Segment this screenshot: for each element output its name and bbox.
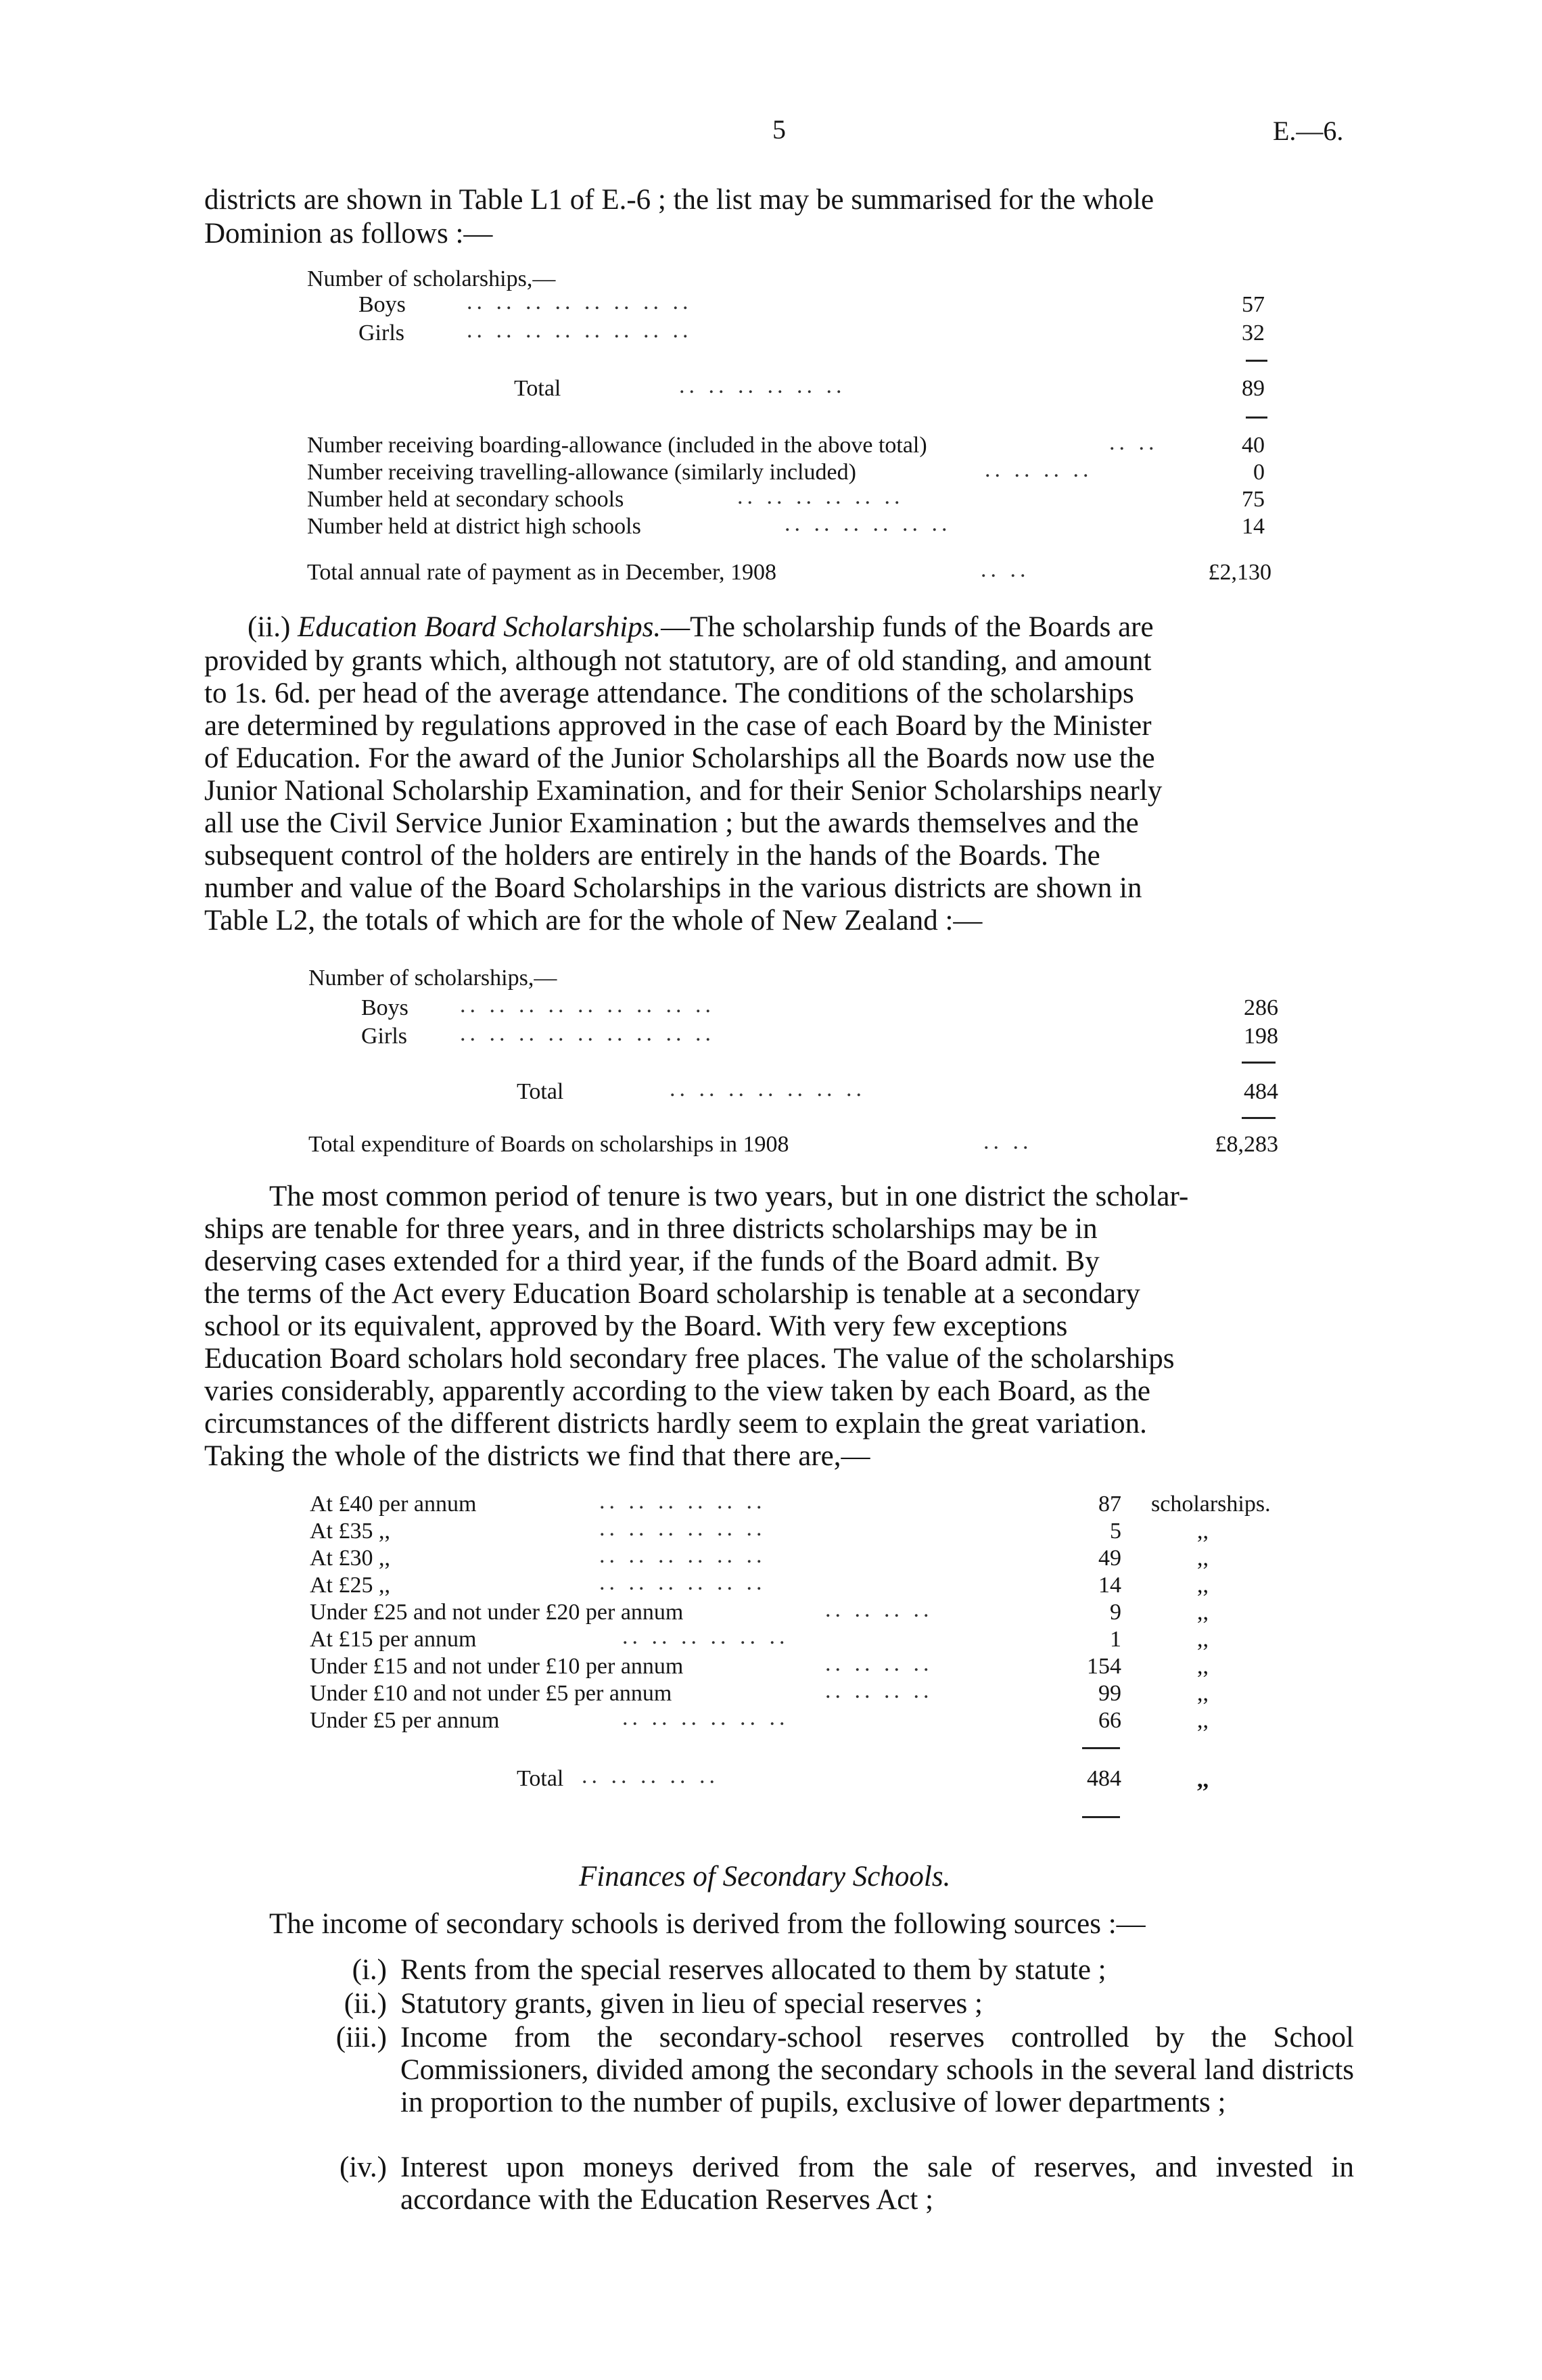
leader-dots: .. .. — [981, 557, 1030, 582]
table1-boys-label: Boys — [358, 292, 406, 317]
table2-expenditure-value: £8,283 — [1215, 1132, 1278, 1157]
table3-row-value: 9 — [1110, 1600, 1121, 1625]
table1-row-value: 40 — [1242, 433, 1265, 458]
paragraph-line: provided by grants which, although not statutory, are of old standing, and amount — [204, 645, 1152, 677]
paragraph-line: ships are tenable for three years, and in three districts scholarships may be in — [204, 1213, 1098, 1245]
table3-row-unit: ,, — [1197, 1627, 1209, 1652]
table3-row-unit: ,, — [1197, 1573, 1209, 1598]
leader-dots: .. .. .. .. .. .. — [737, 484, 904, 509]
table1-girls-label: Girls — [358, 320, 404, 346]
table3-row-value: 5 — [1110, 1519, 1121, 1544]
table3-total-label: Total — [517, 1766, 564, 1791]
list-item-text: Rents from the special reserves allocated to them by statute ; — [400, 1954, 1106, 1986]
table3-row-unit: ,, — [1197, 1681, 1209, 1706]
table3-row-label: At £25 ,, — [310, 1573, 390, 1598]
table3-total-value: 484 — [1087, 1766, 1121, 1791]
paragraph-line: school or its equivalent, approved by the Board. With very few exceptions — [204, 1310, 1068, 1342]
paragraph-line: deserving cases extended for a third year, if the funds of the Board admit. By — [204, 1245, 1100, 1277]
table1-girls-value: 32 — [1242, 320, 1265, 346]
table2-expenditure-label: Total expenditure of Boards on scholarships in 1908 — [308, 1132, 789, 1157]
table1-row-label: Number held at secondary schools — [307, 487, 624, 512]
page-number: 5 — [772, 114, 786, 145]
table3-row-unit: ,, — [1197, 1654, 1209, 1679]
table1-annual-value: £2,130 — [1208, 560, 1271, 585]
leader-dots: .. .. .. .. .. .. — [679, 373, 846, 398]
section-number: (ii.) — [248, 611, 291, 643]
table1-annual-label: Total annual rate of payment as in December, 1908 — [307, 560, 776, 585]
leader-dots: .. .. .. .. — [825, 1678, 933, 1703]
table3-row-label: Under £10 and not under £5 per annum — [310, 1681, 672, 1706]
table1-total-label: Total — [514, 376, 561, 401]
table3-row-unit: ,, — [1197, 1519, 1209, 1544]
paragraph-line: all use the Civil Service Junior Examination ; but the awards themselves and the — [204, 807, 1139, 839]
table3-row-unit: scholarships. — [1151, 1492, 1271, 1517]
table3-row-label: At £35 ,, — [310, 1519, 390, 1544]
leader-dots: .. .. .. .. .. .. .. .. .. — [460, 993, 715, 1018]
paragraph-line: subsequent control of the holders are entirely in the hands of the Boards. The — [204, 840, 1100, 872]
sum-rule — [1242, 1117, 1276, 1119]
list-item-number: (iv.) — [339, 2151, 387, 2183]
table2-boys-label: Boys — [361, 995, 408, 1020]
finances-intro: The income of secondary schools is derived from the following sources :— — [269, 1908, 1146, 1940]
leader-dots: .. .. .. .. .. .. — [622, 1624, 789, 1649]
paragraph-line: number and value of the Board Scholarships in the various districts are shown in — [204, 872, 1142, 904]
table2-caption: Number of scholarships,— — [308, 966, 557, 991]
section-heading: Finances of Secondary Schools. — [579, 1861, 951, 1893]
table3-row-value: 49 — [1098, 1546, 1121, 1571]
intro-line-1: districts are shown in Table L1 of E.-6 ; the list may be summarised for the whole — [204, 184, 1154, 216]
leader-dots: .. .. .. .. .. .. — [785, 511, 952, 536]
paragraph-line: Junior National Scholarship Examination, and for their Senior Scholarships nearly — [204, 775, 1163, 807]
table1-row-label: Number held at district high schools — [307, 514, 641, 539]
paragraph-line: Education Board scholars hold secondary free places. The value of the scholarships — [204, 1343, 1175, 1375]
table1-boys-value: 57 — [1242, 292, 1265, 317]
leader-dots: .. .. .. .. — [825, 1597, 933, 1622]
table1-caption: Number of scholarships,— — [307, 266, 556, 291]
sum-rule — [1082, 1747, 1120, 1749]
paragraph-line: circumstances of the different districts hardly seem to explain the great variation. — [204, 1408, 1147, 1439]
table3-row-label: At £15 per annum — [310, 1627, 477, 1652]
table2-total-label: Total — [517, 1079, 564, 1104]
leader-dots: .. .. .. .. .. .. — [622, 1705, 789, 1730]
document-code: E.—6. — [1273, 116, 1344, 146]
list-item-text: Statutory grants, given in lieu of special reserves ; — [400, 1988, 983, 2020]
table3-row-unit: ,, — [1197, 1600, 1209, 1625]
paragraph-line: the terms of the Act every Education Board scholarship is tenable at a secondary — [204, 1278, 1140, 1310]
table3-row-value: 66 — [1098, 1708, 1121, 1733]
table2-boys-value: 286 — [1244, 995, 1278, 1020]
sum-rule — [1246, 416, 1267, 419]
list-item-text: Interest upon moneys derived from the sale of reserves, and invested in accordance with the Education Reserves Act ; — [400, 2151, 1354, 2216]
paragraph-line: Table L2, the totals of which are for the whole of New Zealand :— — [204, 905, 983, 936]
table3-row-value: 14 — [1098, 1573, 1121, 1598]
paragraph-line: of Education. For the award of the Junior Scholarships all the Boards now use the — [204, 742, 1155, 774]
paragraph-line: The most common period of tenure is two years, but in one district the scholar- — [269, 1181, 1189, 1212]
leader-dots: .. .. .. .. .. .. .. .. — [467, 318, 693, 343]
list-item-number: (ii.) — [344, 1988, 387, 2020]
leader-dots: .. .. .. .. .. — [582, 1763, 719, 1788]
table1-total-value: 89 — [1242, 376, 1265, 401]
table1-row-value: 0 — [1253, 460, 1265, 485]
list-item-number: (iii.) — [335, 2022, 387, 2053]
table2-girls-label: Girls — [361, 1024, 407, 1049]
leader-dots: .. .. .. .. .. .. — [599, 1516, 766, 1541]
leader-dots: .. .. .. .. .. .. — [599, 1489, 766, 1514]
leader-dots: .. .. .. .. .. .. — [599, 1570, 766, 1595]
table1-row-label: Number receiving boarding-allowance (included in the above total) — [307, 433, 927, 458]
paragraph-line: are determined by regulations approved in the case of each Board by the Minister — [204, 710, 1152, 742]
leader-dots: .. .. .. .. .. .. .. — [670, 1076, 866, 1101]
leader-dots: .. .. .. .. .. .. .. .. — [467, 289, 693, 314]
table3-row-label: At £40 per annum — [310, 1492, 477, 1517]
table3-total-unit: ,, — [1197, 1767, 1209, 1792]
paragraph-line: to 1s. 6d. per head of the average attendance. The conditions of the scholarships — [204, 677, 1134, 709]
table3-row-value: 154 — [1087, 1654, 1121, 1679]
leader-dots: .. .. .. .. .. .. .. .. .. — [460, 1021, 715, 1046]
table3-row-unit: ,, — [1197, 1708, 1209, 1733]
table3-row-value: 99 — [1098, 1681, 1121, 1706]
table1-row-value: 75 — [1242, 487, 1265, 512]
paragraph-line: —The scholarship funds of the Boards are — [661, 611, 1154, 643]
paragraph-line: Taking the whole of the districts we find that there are,— — [204, 1440, 870, 1472]
table2-girls-value: 198 — [1244, 1024, 1278, 1049]
table3-row-value: 87 — [1098, 1492, 1121, 1517]
leader-dots: .. .. .. .. .. .. — [599, 1543, 766, 1568]
leader-dots: .. .. .. .. — [825, 1651, 933, 1676]
leader-dots: .. .. — [983, 1129, 1033, 1154]
intro-line-2: Dominion as follows :— — [204, 218, 493, 249]
table3-row-label: At £30 ,, — [310, 1546, 390, 1571]
list-item-number: (i.) — [352, 1954, 387, 1986]
table3-row-label: Under £15 and not under £10 per annum — [310, 1654, 684, 1679]
table3-row-value: 1 — [1110, 1627, 1121, 1652]
sum-rule — [1246, 360, 1267, 362]
leader-dots: .. .. — [1109, 430, 1159, 455]
table3-row-label: Under £5 per annum — [310, 1708, 500, 1733]
table2-total-value: 484 — [1244, 1079, 1278, 1104]
sum-rule — [1082, 1816, 1120, 1818]
list-item-text: Income from the secondary-school reserves controlled by the School Commissioners, divided among the secondary schools in the several land districts in proportion to the number of pupils, exclusive of lower departments ; — [400, 2022, 1354, 2118]
paragraph-line: varies considerably, apparently according to the view taken by each Board, as the — [204, 1375, 1150, 1407]
section-heading: Education Board Scholarships. — [298, 611, 661, 643]
leader-dots: .. .. .. .. — [985, 457, 1093, 482]
table3-row-label: Under £25 and not under £20 per annum — [310, 1600, 684, 1625]
sum-rule — [1242, 1062, 1276, 1064]
table1-row-value: 14 — [1242, 514, 1265, 539]
table1-row-label: Number receiving travelling-allowance (similarly included) — [307, 460, 856, 485]
table3-row-unit: ,, — [1197, 1546, 1209, 1571]
